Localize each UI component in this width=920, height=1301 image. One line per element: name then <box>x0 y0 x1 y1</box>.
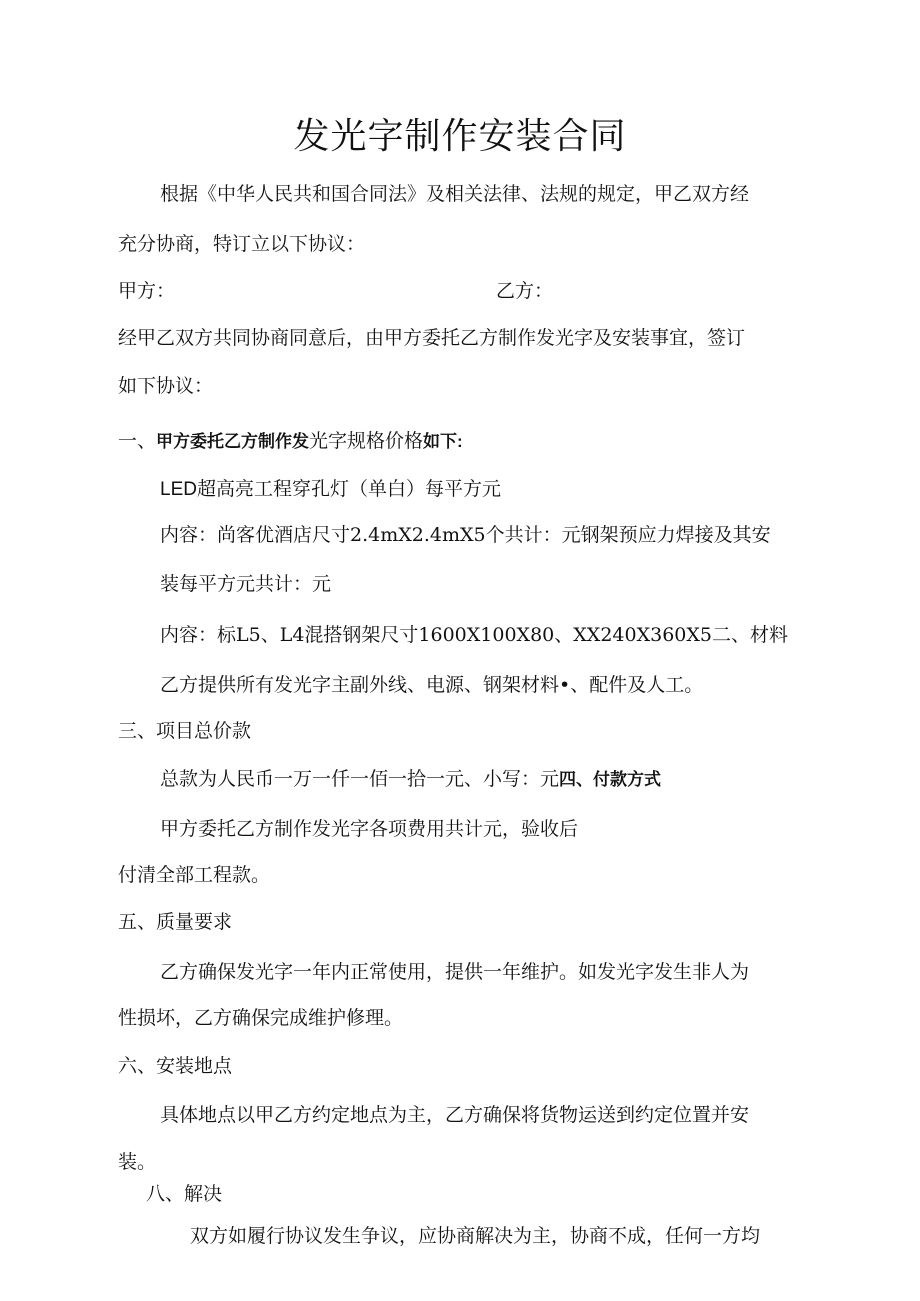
intro-line-2: 充分协商，特订立以下协议： <box>118 233 366 255</box>
section-3-total: 总款为人民币一万一仟一佰一拾一元、小写：元 <box>160 768 560 790</box>
section-5-line-1: 乙方确保发光字一年内正常使用，提供一年维护。如发光字发生非人为 <box>160 961 750 983</box>
section-6-line-2: 装。 <box>118 1151 157 1173</box>
section-4-heading: 四、付款方式 <box>559 770 662 789</box>
section-1-heading <box>118 427 463 456</box>
section-1-item-3: 内容：标L5、L4混搭钢架尺寸1600X100X80、XX240X360X5二、材料 <box>160 624 788 646</box>
party-a-label: 甲方： <box>118 280 176 302</box>
section-3-heading: 三、项目总价款 <box>118 720 252 742</box>
section-8-line-1: 双方如履行协议发生争议，应协商解决为主，协商不成，任何一方均 <box>190 1225 761 1247</box>
section-1-heading-part-b: 光字规格价格 <box>309 430 424 452</box>
section-1-heading-part-c: 如下: <box>423 432 463 451</box>
section-3-body <box>160 765 661 794</box>
section-8-heading: 八、解决 <box>146 1183 223 1205</box>
section-1-item-1: LED超高亮工程穿孔灯（单白）每平方元 <box>160 479 501 500</box>
section-1-item-4: 乙方提供所有发光字主副外线、电源、钢架材料•、配件及人工。 <box>160 674 704 696</box>
preamble-line-1: 经甲乙双方共同协商同意后，由甲方委托乙方制作发光字及安装事宜，签订 <box>118 327 746 349</box>
section-6-line-1: 具体地点以甲乙方约定地点为主，乙方确保将货物运送到约定位置并安 <box>160 1104 750 1126</box>
document-title: 发光字制作安装合同 <box>293 116 627 157</box>
section-4-line-1: 甲方委托乙方制作发光字各项费用共计元，验收后 <box>160 818 579 840</box>
party-b-label: 乙方： <box>496 280 554 302</box>
section-1-item-2-line-1: 内容：尚客优酒店尺寸2.4mX2.4mX5个共计：元钢架预应力焊接及其安 <box>160 524 771 546</box>
section-6-heading: 六、安装地点 <box>118 1055 233 1077</box>
section-5-line-2: 性损坏，乙方确保完成维护修理。 <box>118 1007 404 1029</box>
section-1-heading-part-a: 甲方委托乙方制作发 <box>156 432 310 451</box>
section-4-line-2: 付清全部工程款。 <box>118 864 271 886</box>
section-5-heading: 五、质量要求 <box>118 911 233 933</box>
intro-line-1: 根据《中华人民共和国合同法》及相关法律、法规的规定，甲乙双方经 <box>160 183 750 205</box>
section-1-number: 一、 <box>118 430 157 452</box>
section-1-item-2-line-2: 装每平方元共计：元 <box>160 573 332 595</box>
preamble-line-2: 如下协议： <box>118 375 214 397</box>
